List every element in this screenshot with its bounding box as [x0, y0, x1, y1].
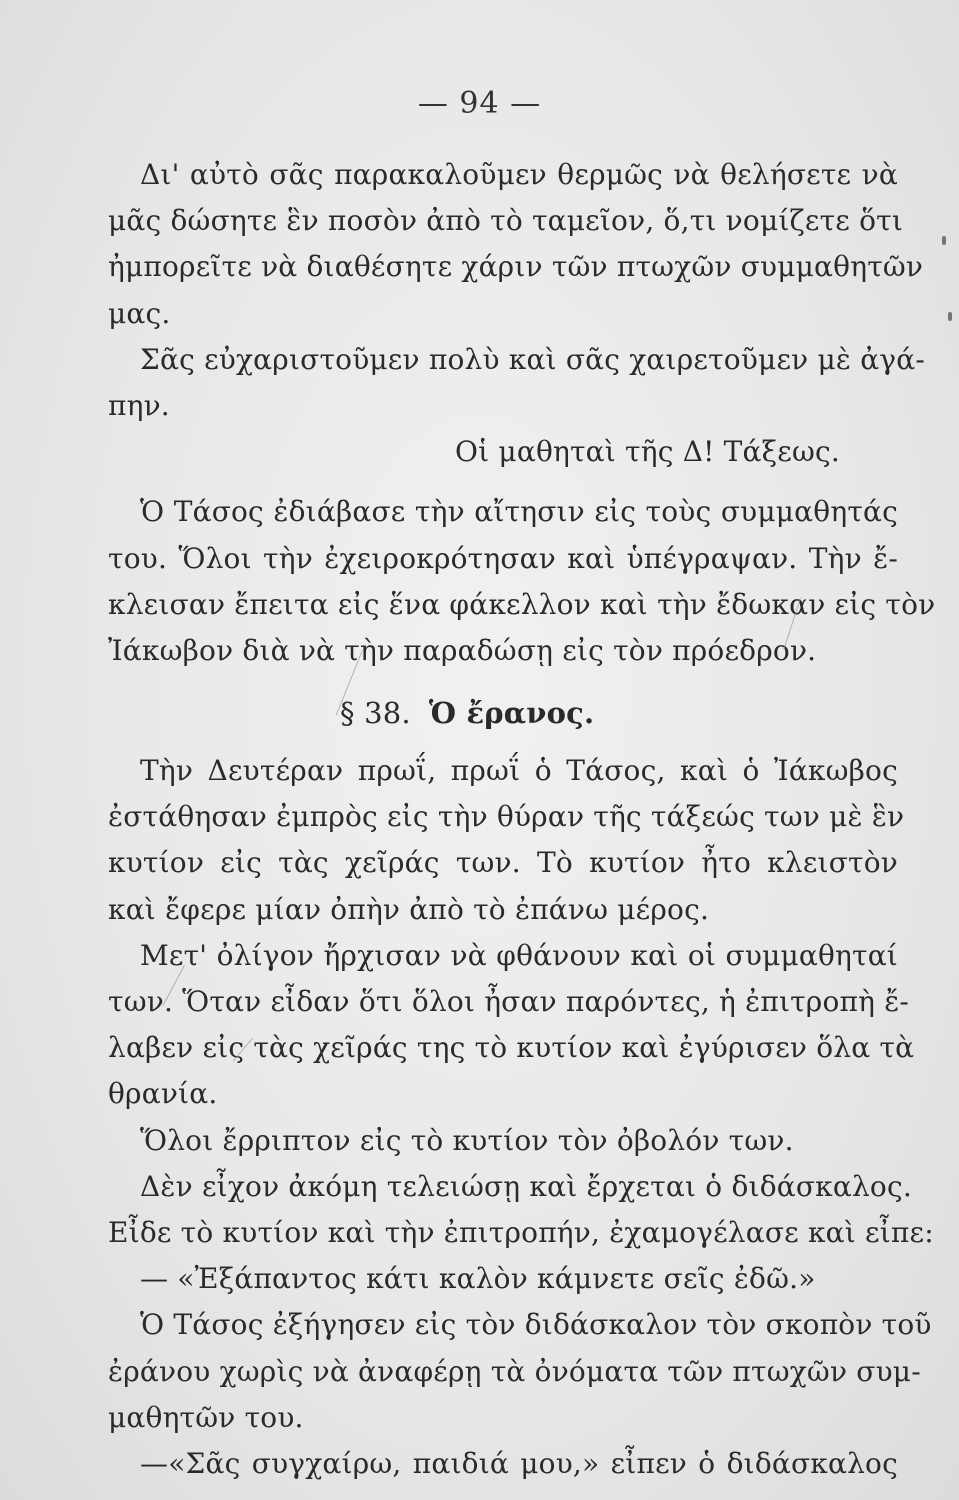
- text-line: θρανία.: [108, 1077, 218, 1111]
- text-line: μᾶς δώσητε ἓν ποσὸν ἀπὸ τὸ ταμεῖον, ὅ,τι νομίζετε ὅτι: [108, 204, 904, 238]
- text-line: Σᾶς εὐχαριστοῦμεν πολὺ καὶ σᾶς χαιρετοῦμεν μὲ ἀγά-: [140, 342, 926, 376]
- text-line: κυτίον εἰς τὰς χεῖράς των. Τὸ κυτίον ἦτο κλειστὸν: [108, 846, 898, 880]
- text-line: —«Σᾶς συγχαίρω, παιδιά μου,» εἶπεν ὁ διδάσκαλος: [140, 1446, 898, 1480]
- text-line: του. Ὅλοι τὴν ἐχειροκρότησαν καὶ ὑπέγραψαν. Τὴν ἔ-: [108, 541, 898, 575]
- text-line: μας.: [108, 296, 171, 330]
- paragraph-gap: [108, 475, 898, 489]
- text-line: Μετ' ὀλίγον ἤρχισαν νὰ φθάνουν καὶ οἱ συμμαθηταί: [140, 938, 898, 972]
- signature-line: Οἱ μαθηταὶ τῆς Δ! Τάξεως.: [455, 435, 840, 469]
- section-title: Ὁ ἔρανος.: [428, 696, 595, 731]
- text-line: Ὁ Τάσος ἐξήγησεν εἰς τὸν διδάσκαλον τὸν σκοπὸν τοῦ: [140, 1308, 932, 1342]
- text-line: Ὅλοι ἔρριπτον εἰς τὸ κυτίον τὸν ὀβολόν των.: [140, 1123, 794, 1157]
- text-line: Δι' αὐτὸ σᾶς παρακαλοῦμεν θερμῶς νὰ θελήσετε νὰ: [140, 158, 898, 191]
- section-number: § 38.: [340, 696, 411, 731]
- text-line: λαβεν εἰς τὰς χεῖράς της τὸ κυτίον καὶ ἐγύρισεν ὅλα τὰ: [108, 1031, 915, 1065]
- page-number: — 94 —: [417, 86, 542, 121]
- text-line: Δὲν εἶχον ἀκόμη τελειώσῃ καὶ ἔρχεται ὁ διδάσκαλος.: [140, 1169, 912, 1203]
- text-line: κλεισαν ἔπειτα εἰς ἕνα φάκελλον καὶ τὴν ἔδωκαν εἰς τὸν: [108, 587, 936, 621]
- text-line: ἐράνου χωρὶς νὰ ἀναφέρῃ τὰ ὀνόματα τῶν πτωχῶν συμ-: [108, 1354, 921, 1388]
- text-line: ἐστάθησαν ἐμπρὸς εἰς τὴν θύραν τῆς τάξεώς των μὲ ἓν: [108, 800, 905, 834]
- text-line: Ἰάκωβον διὰ νὰ τὴν παραδώσῃ εἰς τὸν πρόεδρον.: [108, 633, 817, 667]
- text-line: μαθητῶν του.: [108, 1400, 304, 1434]
- text-line: των. Ὅταν εἶδαν ὅτι ὅλοι ἦσαν παρόντες, ἡ ἐπιτροπὴ ἔ-: [108, 985, 910, 1018]
- text-line: πην.: [108, 388, 170, 422]
- text-line: Εἶδε τὸ κυτίον καὶ τὴν ἐπιτροπήν, ἐχαμογέλασε καὶ εἶπε:: [108, 1215, 934, 1249]
- text-line: ἠμπορεῖτε νὰ διαθέσητε χάριν τῶν πτωχῶν συμμαθητῶν: [108, 250, 924, 284]
- text-line: Ὁ Τάσος ἐδιάβασε τὴν αἴτησιν εἰς τοὺς συμμαθητάς: [140, 495, 898, 529]
- text-line: — «Ἐξάπαντος κάτι καλὸν κάμνετε σεῖς ἐδῶ.»: [140, 1262, 816, 1296]
- text-line: καὶ ἔφερε μίαν ὀπὴν ἀπὸ τὸ ἐπάνω μέρος.: [108, 892, 710, 926]
- edge-speck: [942, 236, 946, 245]
- section-heading: [108, 674, 898, 748]
- edge-speck: [948, 312, 952, 321]
- page-body: [108, 152, 936, 1487]
- text-line: Τὴν Δευτέραν πρωΐ, πρωΐ ὁ Τάσος, καὶ ὁ Ἰάκωβος: [140, 754, 898, 788]
